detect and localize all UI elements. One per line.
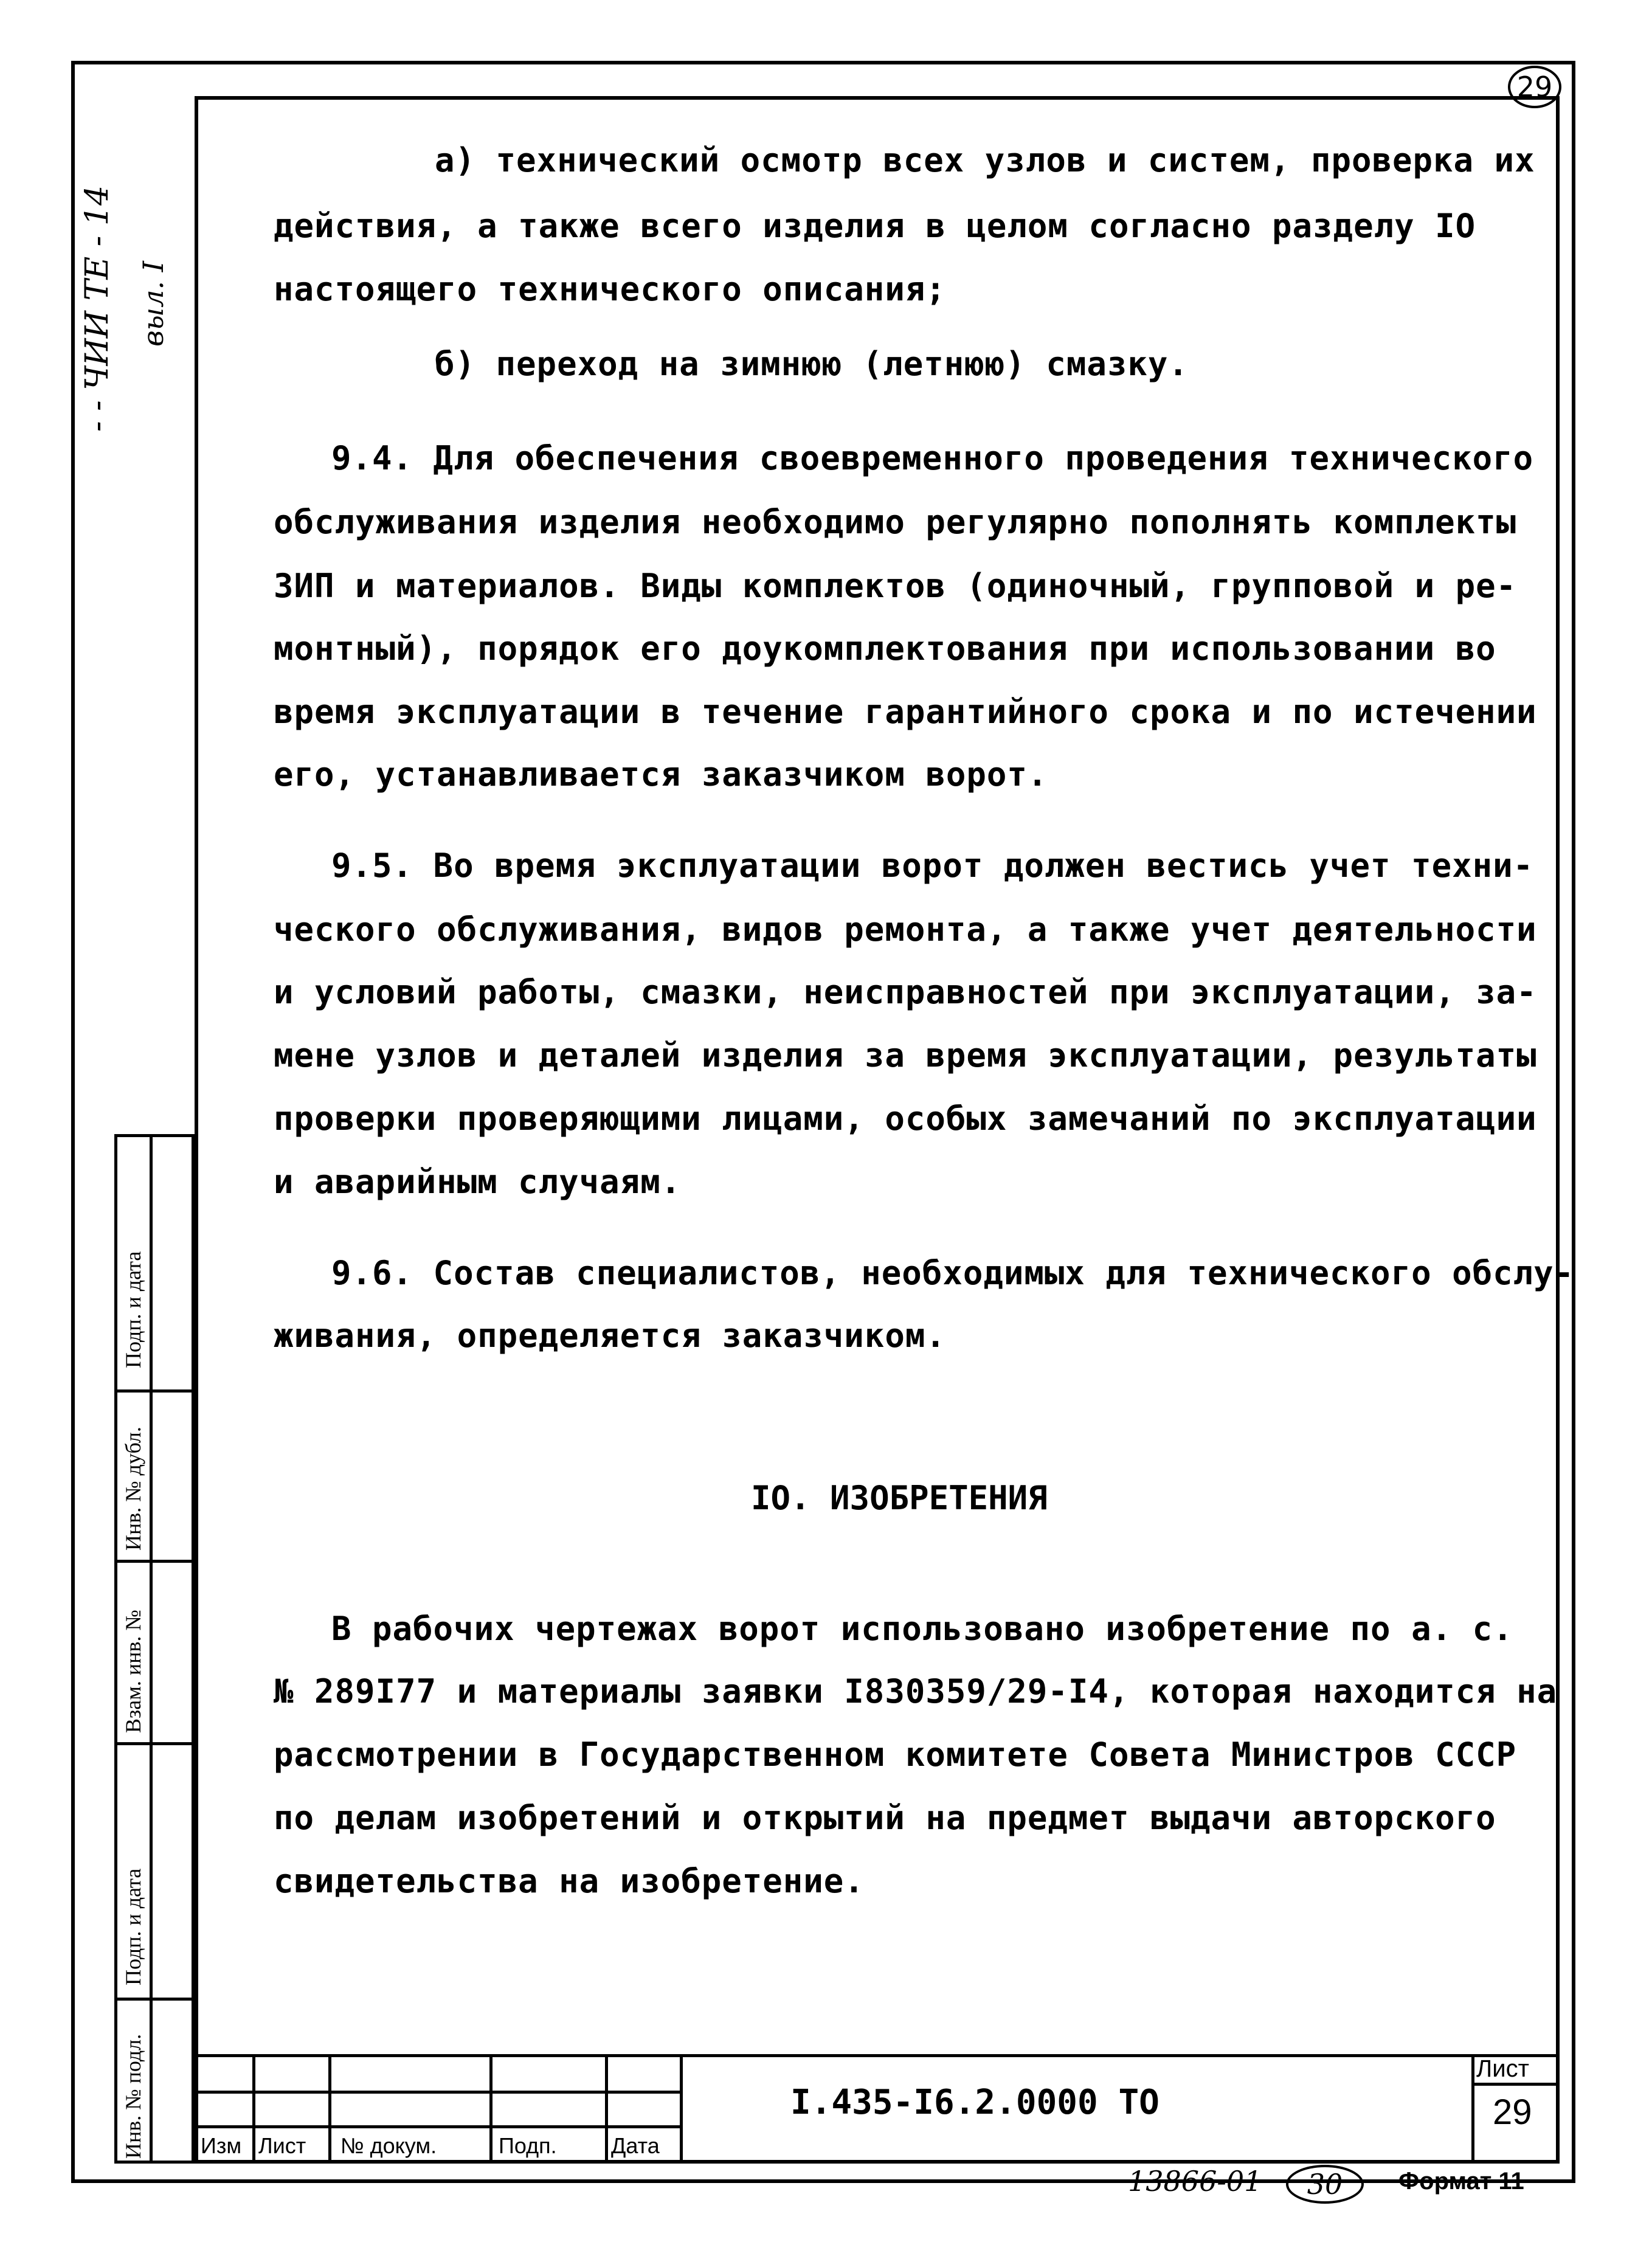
- margin-stamp-rule: [114, 1998, 195, 2001]
- sheet-number: 29: [1493, 2092, 1532, 2132]
- archive-number: 13866-01: [1128, 2165, 1262, 2198]
- title-block-divider: [328, 2054, 331, 2164]
- paragraph-line: живания, определяется заказчиком.: [274, 1317, 946, 1355]
- paragraph-line: проверки проверяющими лицами, особых замечаний по эксплуатации: [274, 1099, 1537, 1138]
- paragraph-line: ческого обслуживания, видов ремонта, а также учет деятельности: [274, 910, 1537, 949]
- title-block-divider: [252, 2054, 255, 2164]
- paragraph-line: монтный), порядок его доукомплектования при использовании во: [274, 629, 1496, 668]
- margin-stamp-rule: [114, 1389, 195, 1393]
- paragraph-line: действия, а также всего изделия в целом согласно разделу IO: [274, 207, 1476, 245]
- margin-stamp-rule: [114, 1560, 195, 1563]
- document-code: I.435-I6.2.0000 ТО: [790, 2083, 1160, 2122]
- paragraph-line: № 289I77 и материалы заявки I830359/29-I4, которая находится на: [274, 1672, 1558, 1711]
- section-heading: IO. ИЗОБРЕТЕНИЯ: [751, 1479, 1048, 1517]
- paragraph-line: В рабочих чертежах ворот использовано изобретение по а. с.: [331, 1610, 1513, 1648]
- margin-label-vzam-inv: Взам. инв. №: [121, 1610, 145, 1733]
- margin-label-inv-podl: Инв. № подл.: [121, 2033, 145, 2159]
- title-block-divider: [489, 2054, 492, 2164]
- sheet-label: Лист: [1476, 2055, 1529, 2082]
- title-block-col-data: Дата: [611, 2133, 660, 2158]
- paragraph-line: ЗИП и материалов. Виды комплектов (одиночный, групповой и ре-: [274, 567, 1517, 605]
- title-block-rule: [195, 2091, 681, 2094]
- title-block-col-podp: Подп.: [499, 2133, 557, 2158]
- paragraph-line: 9.6. Состав специалистов, необходимых для технического обслу-: [331, 1254, 1575, 1292]
- paragraph-line: а) технический осмотр всех узлов и систем, проверка их: [435, 141, 1535, 179]
- margin-stamp-rule: [114, 1742, 195, 1745]
- title-block-top-rule: [195, 2054, 1560, 2057]
- paragraph-line: б) переход на зимнюю (летнюю) смазку.: [435, 345, 1189, 383]
- paragraph-line: 9.5. Во время эксплуатации ворот должен вестись учет техни-: [331, 846, 1534, 885]
- title-block-rule: [1471, 2083, 1560, 2086]
- margin-stamp-divider: [150, 1134, 153, 2164]
- margin-label-podp-i-data: Подп. и дата: [121, 1251, 145, 1368]
- paragraph-line: обслуживания изделия необходимо регулярно пополнять комплекты: [274, 503, 1517, 541]
- title-block-col-list: Лист: [258, 2133, 306, 2158]
- margin-label-podp-i-data-2: Подп. и дата: [121, 1868, 145, 1985]
- paragraph-line: рассмотрении в Государственном комитете Совета Министров СССР: [274, 1735, 1517, 1774]
- title-block-divider: [680, 2054, 683, 2164]
- title-block-col-izm: Изм: [201, 2133, 242, 2158]
- margin-label-inv-dubl: Инв. № дубл.: [121, 1427, 145, 1551]
- paragraph-line: свидетельства на изобретение.: [274, 1862, 865, 1900]
- paragraph-line: его, устанавливается заказчиком ворот.: [274, 755, 1048, 794]
- paragraph-line: по делам изобретений и открытий на предмет выдачи авторского: [274, 1799, 1496, 1837]
- format-label: Формат 11: [1398, 2168, 1524, 2195]
- paragraph-line: и аварийным случаям.: [274, 1163, 682, 1201]
- handwritten-note-volume: выл. I: [137, 261, 170, 347]
- paragraph-line: 9.4. Для обеспечения своевременного проведения технического: [331, 439, 1534, 477]
- paragraph-line: время эксплуатации в течение гарантийного срока и по истечении: [274, 693, 1537, 731]
- archive-circle-number: 30: [1286, 2165, 1364, 2204]
- title-block-divider: [1471, 2054, 1474, 2164]
- paragraph-line: мене узлов и деталей изделия за время эксплуатации, результаты: [274, 1036, 1537, 1074]
- title-block-rule: [195, 2125, 681, 2128]
- handwritten-note: - - ЧИИ ТЕ - 14: [79, 185, 116, 432]
- paragraph-line: и условий работы, смазки, неисправностей при эксплуатации, за-: [274, 973, 1537, 1011]
- page-number-mark: 29: [1508, 66, 1561, 108]
- title-block-divider: [605, 2054, 608, 2164]
- paragraph-line: настоящего технического описания;: [274, 270, 946, 308]
- title-block-col-dokum: № докум.: [340, 2133, 437, 2158]
